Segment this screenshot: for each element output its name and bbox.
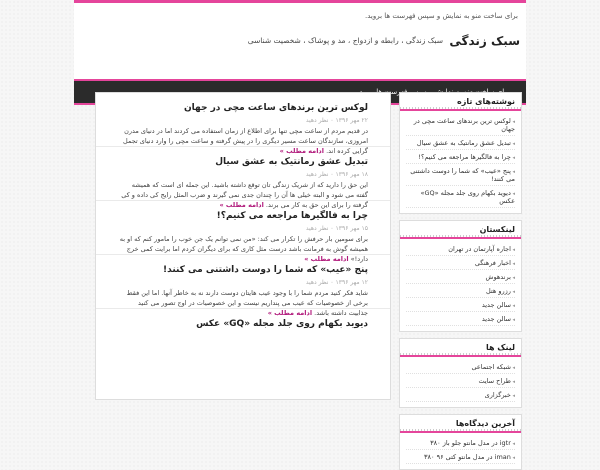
- site-description: سبک زندگی ، رابطه و ازدواج ، مد و پوشاک ، شخصیت شناسی: [247, 36, 443, 45]
- recent-comments-widget: [399, 414, 522, 470]
- post-excerpt-text: برای سومین بار حرفش را تکرار می کند: «من نمی توانم یک جن خوب را مامور کنم که او به همیشه گوش به فرمانت باشد درست مثل کاری که برای دیگران کردم اما برایت کمی خرج دارد!»: [119, 235, 368, 263]
- sidebar-link[interactable]: ◂ سالن جدید: [406, 312, 515, 326]
- sidebar-link[interactable]: ◂ طراح سایت: [406, 374, 515, 388]
- post-title[interactable]: تبدیل عشق رمانتیک به عشق سیال: [215, 157, 368, 167]
- sidebar-link[interactable]: ◂ اخبار فرهنگی: [406, 256, 515, 270]
- post-title[interactable]: چرا به فالگیرها مراجعه می کنیم؟!: [216, 211, 368, 221]
- post-excerpt-text: در قدیم مردم از ساعت مچی تنها برای اطلاع از زمان استفاده می کردند اما در دنیای مدرن امروزی، سازندگان ساعت مسیر دیگری را در پیش گرفته و ساعت مچی را وارد دنیای تجمل گرایی کرده اند.: [123, 127, 368, 155]
- sidebar-link[interactable]: ◂ خبرگزاری: [406, 388, 515, 402]
- read-more-link[interactable]: ادامه مطلب »: [304, 254, 349, 263]
- widget-title: لینکستان: [400, 221, 521, 239]
- post-item: [96, 147, 390, 209]
- post-meta: ۱۵ مهر ۱۳۹۶ ۰ نظر دهید: [305, 225, 368, 232]
- sidebar-link[interactable]: ◂ شبکه اجتماعی: [406, 360, 515, 374]
- linkstan-widget: [399, 220, 522, 332]
- widget-title: آخرین دیدگاه‌ها: [400, 415, 521, 433]
- nav-menu-text[interactable]: فهرست: [384, 88, 408, 96]
- sidebar-link[interactable]: ◂ برندهوش: [406, 270, 515, 284]
- post-item: [96, 309, 390, 363]
- sidebar-link[interactable]: ◂ پنج «عیب» که شما را دوست داشتنی می کنند!: [406, 164, 515, 186]
- read-more-link[interactable]: ادامه مطلب »: [267, 308, 313, 317]
- top-menu-text[interactable]: برای ساخت منو به نمایش و سپس فهرست ها بروید.: [365, 12, 518, 20]
- comment-link[interactable]: ◂ igtr در مدل مانتو جلو باز ۳۸۰: [406, 436, 515, 450]
- sidebar-link[interactable]: ◂ اجاره آپارتمان در تهران: [406, 242, 515, 256]
- post-meta: ۱۲ مهر ۱۳۹۶ ۰ نظر دهید: [305, 279, 368, 286]
- read-more-link[interactable]: ادامه مطلب »: [279, 146, 324, 155]
- read-more-link[interactable]: ادامه مطلب »: [219, 200, 264, 209]
- post-meta: ۱۸ مهر ۱۳۹۶ ۰ نظر دهید: [305, 171, 368, 178]
- sidebar-link[interactable]: ◂ دیوید بکهام روی جلد مجله «GQ» عکس: [406, 186, 515, 208]
- post-title[interactable]: لوکس ترین برندهای ساعت مچی در جهان: [183, 103, 368, 113]
- post-item: [96, 255, 390, 317]
- top-bar: [74, 0, 526, 26]
- site-header: [74, 26, 526, 79]
- post-meta: ۲۲ مهر ۱۳۹۶ ۰ نظر دهید: [305, 117, 368, 124]
- recent-posts-widget: [399, 92, 522, 214]
- comment-link[interactable]: ◂ iman در مدل مانتو کتی ۹۶ ۳۸۰: [406, 450, 515, 464]
- post-excerpt-text: شاید فکر کنید مردم شما را با وجود عیب هایتان دوست دارند نه به خاطر آنها. اما این فقط برخی از خصوصیات که عیب می پنداریم نیست و این خصوصیات در اوج تصور می کنید جذابیت داشته باشد.: [126, 289, 368, 317]
- sidebar-link[interactable]: ◂ چرا به فالگیرها مراجعه می کنیم؟!: [406, 150, 515, 164]
- post-list: [95, 92, 391, 400]
- post-title[interactable]: پنج «عیب» که شما را دوست داشتنی می کنند!: [163, 265, 368, 275]
- site-title[interactable]: سبک زندگی: [449, 34, 520, 48]
- post-item: [96, 201, 390, 263]
- sidebar-link[interactable]: ◂ لوکس ترین برندهای ساعت مچی در جهان: [406, 114, 515, 136]
- post-excerpt-text: این حق را دارید که از شریک زندگی تان توقع داشته باشید. این جمله ای است که همیشه گفته می شود و البته خیلی ها آن را چندان جدی نمی گیرند و ضرب المثل رایج کی داده و کی گرفته را برای این حق به کار می برند.: [121, 181, 368, 209]
- sidebar: [399, 92, 522, 461]
- sidebar-link[interactable]: ◂ تبدیل عشق رمانتیک به عشق سیال: [406, 136, 515, 150]
- sidebar-link[interactable]: ◂ رزرو هتل: [406, 284, 515, 298]
- post-title[interactable]: دیوید بکهام روی جلد مجله «GQ» عکس: [196, 319, 368, 329]
- widget-title: لینک ها: [400, 339, 521, 357]
- post-item: [96, 93, 390, 155]
- sidebar-link[interactable]: ◂ سالن جدید: [406, 298, 515, 312]
- widget-title: نوشته‌های تازه: [400, 93, 521, 111]
- links-widget: [399, 338, 522, 408]
